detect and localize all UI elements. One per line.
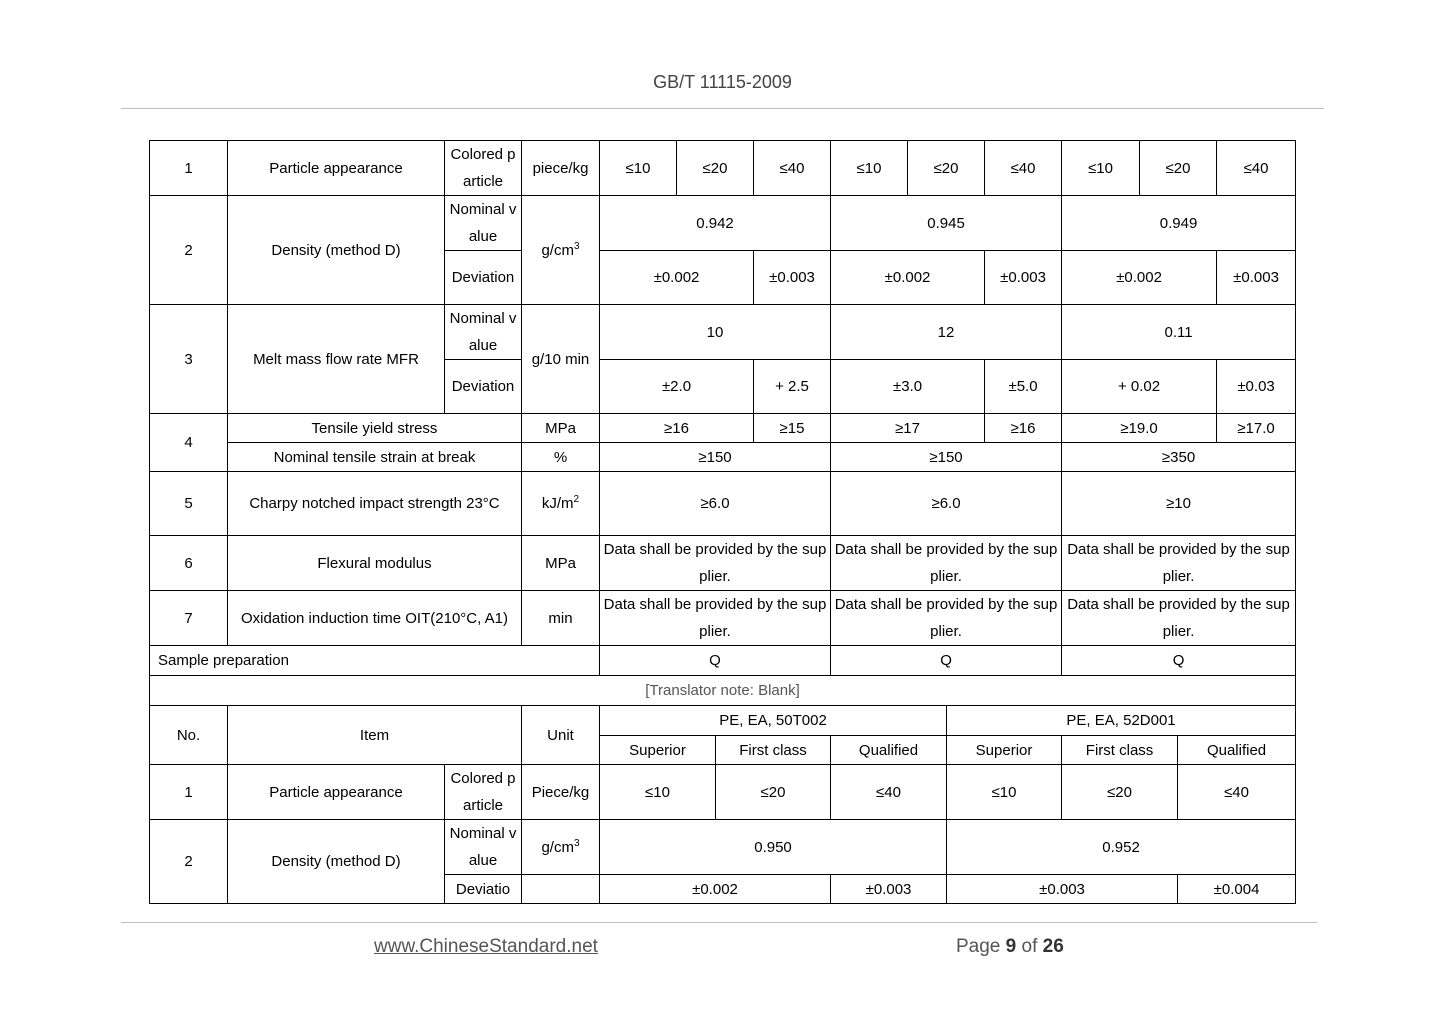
value-cell: 0.950 bbox=[600, 820, 947, 875]
table-row bbox=[150, 414, 1296, 443]
value-cell: ≤40 bbox=[1178, 765, 1296, 820]
value-cell: Q bbox=[600, 646, 831, 676]
current-page: 9 bbox=[1005, 936, 1017, 957]
table-row bbox=[150, 443, 1296, 472]
table-row bbox=[150, 820, 1296, 875]
value-cell: ≤40 bbox=[1217, 141, 1296, 196]
value-cell: ±3.0 bbox=[831, 360, 985, 414]
value-cell: ≤40 bbox=[831, 765, 947, 820]
row-number: 4 bbox=[150, 414, 228, 472]
grade-header: PE, EA, 50T002 bbox=[600, 706, 947, 736]
value-cell: ≥16 bbox=[600, 414, 754, 443]
column-header-unit: Unit bbox=[522, 706, 600, 765]
table-row bbox=[150, 646, 1296, 676]
page-indicator bbox=[956, 936, 1064, 958]
value-cell: ≥17 bbox=[831, 414, 985, 443]
value-cell: Data shall be provided by the supplier. bbox=[831, 536, 1062, 591]
header-divider bbox=[121, 108, 1324, 109]
table-row bbox=[150, 536, 1296, 591]
item-subtype: Nominal value bbox=[445, 305, 522, 360]
specification-table bbox=[149, 140, 1296, 904]
value-cell: ≤20 bbox=[677, 141, 754, 196]
value-cell: ±0.03 bbox=[1217, 360, 1296, 414]
class-header: Superior bbox=[600, 736, 716, 765]
page-prefix: Page bbox=[956, 936, 1006, 957]
class-header: Superior bbox=[947, 736, 1062, 765]
row-number: 7 bbox=[150, 591, 228, 646]
unit-base: g/cm bbox=[541, 241, 574, 259]
value-cell: ≥16 bbox=[985, 414, 1062, 443]
item-name: Particle appearance bbox=[228, 141, 445, 196]
unit-cell: MPa bbox=[522, 536, 600, 591]
item-name: Density (method D) bbox=[228, 196, 445, 305]
translator-note: [Translator note: Blank] bbox=[150, 676, 1296, 706]
value-cell: ±0.003 bbox=[831, 875, 947, 904]
value-cell: ≥150 bbox=[600, 443, 831, 472]
item-subtype: Nominal value bbox=[445, 820, 522, 875]
row-number: 1 bbox=[150, 765, 228, 820]
total-pages: 26 bbox=[1042, 936, 1064, 957]
value-cell: ≤10 bbox=[1062, 141, 1140, 196]
row-number: 2 bbox=[150, 820, 228, 904]
item-subtype: Deviation bbox=[445, 360, 522, 414]
value-cell: ±0.002 bbox=[600, 875, 831, 904]
value-cell: 0.949 bbox=[1062, 196, 1296, 251]
table-row bbox=[150, 141, 1296, 196]
value-cell: + 0.02 bbox=[1062, 360, 1217, 414]
value-cell: ≤10 bbox=[831, 141, 908, 196]
unit-cell bbox=[522, 196, 600, 305]
class-header: Qualified bbox=[831, 736, 947, 765]
unit-superscript: 3 bbox=[573, 240, 580, 252]
value-cell: ±0.002 bbox=[600, 251, 754, 305]
value-cell: ≤10 bbox=[947, 765, 1062, 820]
value-cell: 10 bbox=[600, 305, 831, 360]
website-link[interactable]: www.ChineseStandard.net bbox=[374, 936, 598, 957]
value-cell: ±0.002 bbox=[831, 251, 985, 305]
table-row bbox=[150, 591, 1296, 646]
item-name: Charpy notched impact strength 23°C bbox=[228, 472, 522, 536]
item-name: Oxidation induction time OIT(210°C, A1) bbox=[228, 591, 522, 646]
sample-preparation-label: Sample preparation bbox=[150, 646, 600, 676]
footer-divider bbox=[121, 922, 1317, 923]
row-number: 5 bbox=[150, 472, 228, 536]
value-cell: ≥6.0 bbox=[600, 472, 831, 536]
table-row bbox=[150, 472, 1296, 536]
value-cell: + 2.5 bbox=[754, 360, 831, 414]
value-cell: Q bbox=[831, 646, 1062, 676]
value-cell: ≤20 bbox=[1140, 141, 1217, 196]
unit-cell: Piece/kg bbox=[522, 765, 600, 820]
value-cell: ≥19.0 bbox=[1062, 414, 1217, 443]
value-cell: ±0.003 bbox=[1217, 251, 1296, 305]
value-cell: ≤10 bbox=[600, 141, 677, 196]
value-cell: ≥10 bbox=[1062, 472, 1296, 536]
value-cell: Data shall be provided by the supplier. bbox=[600, 591, 831, 646]
value-cell: Q bbox=[1062, 646, 1296, 676]
value-cell: ≤40 bbox=[754, 141, 831, 196]
item-name: Flexural modulus bbox=[228, 536, 522, 591]
table-header-row bbox=[150, 706, 1296, 736]
value-cell: ≤40 bbox=[985, 141, 1062, 196]
unit-superscript: 2 bbox=[573, 494, 580, 505]
page-of: of bbox=[1016, 936, 1043, 957]
item-name: Tensile yield stress bbox=[228, 414, 522, 443]
item-name: Density (method D) bbox=[228, 820, 445, 904]
item-name: Nominal tensile strain at break bbox=[228, 443, 522, 472]
value-cell: ≤20 bbox=[908, 141, 985, 196]
class-header: First class bbox=[1062, 736, 1178, 765]
item-name: Particle appearance bbox=[228, 765, 445, 820]
unit-cell: g/10 min bbox=[522, 305, 600, 414]
value-cell: Data shall be provided by the supplier. bbox=[1062, 591, 1296, 646]
item-subtype: Deviatio bbox=[445, 875, 522, 904]
value-cell: Data shall be provided by the supplier. bbox=[600, 536, 831, 591]
value-cell: Data shall be provided by the supplier. bbox=[1062, 536, 1296, 591]
value-cell: 0.11 bbox=[1062, 305, 1296, 360]
value-cell: ≥17.0 bbox=[1217, 414, 1296, 443]
value-cell: ≤20 bbox=[1062, 765, 1178, 820]
value-cell: ≤20 bbox=[716, 765, 831, 820]
unit-base: kJ/m bbox=[541, 495, 574, 512]
value-cell: 0.942 bbox=[600, 196, 831, 251]
value-cell: 0.952 bbox=[947, 820, 1296, 875]
row-number: 3 bbox=[150, 305, 228, 414]
value-cell: Data shall be provided by the supplier. bbox=[831, 591, 1062, 646]
unit-base: g/cm bbox=[541, 838, 574, 856]
table-row bbox=[150, 305, 1296, 360]
item-subtype: Nominal value bbox=[445, 196, 522, 251]
value-cell: ±0.003 bbox=[947, 875, 1178, 904]
unit-cell bbox=[522, 472, 600, 536]
item-name: Melt mass flow rate MFR bbox=[228, 305, 445, 414]
row-number: 6 bbox=[150, 536, 228, 591]
item-subtype: Colored particle bbox=[445, 141, 522, 196]
unit-cell: piece/kg bbox=[522, 141, 600, 196]
value-cell: 12 bbox=[831, 305, 1062, 360]
value-cell: ≥150 bbox=[831, 443, 1062, 472]
grade-header: PE, EA, 52D001 bbox=[947, 706, 1296, 736]
value-cell: ±0.004 bbox=[1178, 875, 1296, 904]
value-cell: ≥15 bbox=[754, 414, 831, 443]
value-cell: ±5.0 bbox=[985, 360, 1062, 414]
value-cell: ±0.002 bbox=[1062, 251, 1217, 305]
table-row bbox=[150, 676, 1296, 706]
value-cell: ≥350 bbox=[1062, 443, 1296, 472]
class-header: Qualified bbox=[1178, 736, 1296, 765]
document-header: GB/T 11115-2009 bbox=[653, 72, 792, 92]
unit-superscript: 3 bbox=[573, 837, 580, 849]
value-cell: 0.945 bbox=[831, 196, 1062, 251]
value-cell: ±2.0 bbox=[600, 360, 754, 414]
unit-cell: min bbox=[522, 591, 600, 646]
row-number: 2 bbox=[150, 196, 228, 305]
unit-cell bbox=[522, 875, 600, 904]
value-cell: ±0.003 bbox=[985, 251, 1062, 305]
unit-cell: MPa bbox=[522, 414, 600, 443]
unit-cell: % bbox=[522, 443, 600, 472]
item-subtype: Colored particle bbox=[445, 765, 522, 820]
row-number: 1 bbox=[150, 141, 228, 196]
value-cell: ≥6.0 bbox=[831, 472, 1062, 536]
table-row bbox=[150, 196, 1296, 251]
item-subtype: Deviation bbox=[445, 251, 522, 305]
table-row bbox=[150, 765, 1296, 820]
column-header-item: Item bbox=[228, 706, 522, 765]
class-header: First class bbox=[716, 736, 831, 765]
column-header-no: No. bbox=[150, 706, 228, 765]
value-cell: ±0.003 bbox=[754, 251, 831, 305]
value-cell: ≤10 bbox=[600, 765, 716, 820]
unit-cell bbox=[522, 820, 600, 875]
